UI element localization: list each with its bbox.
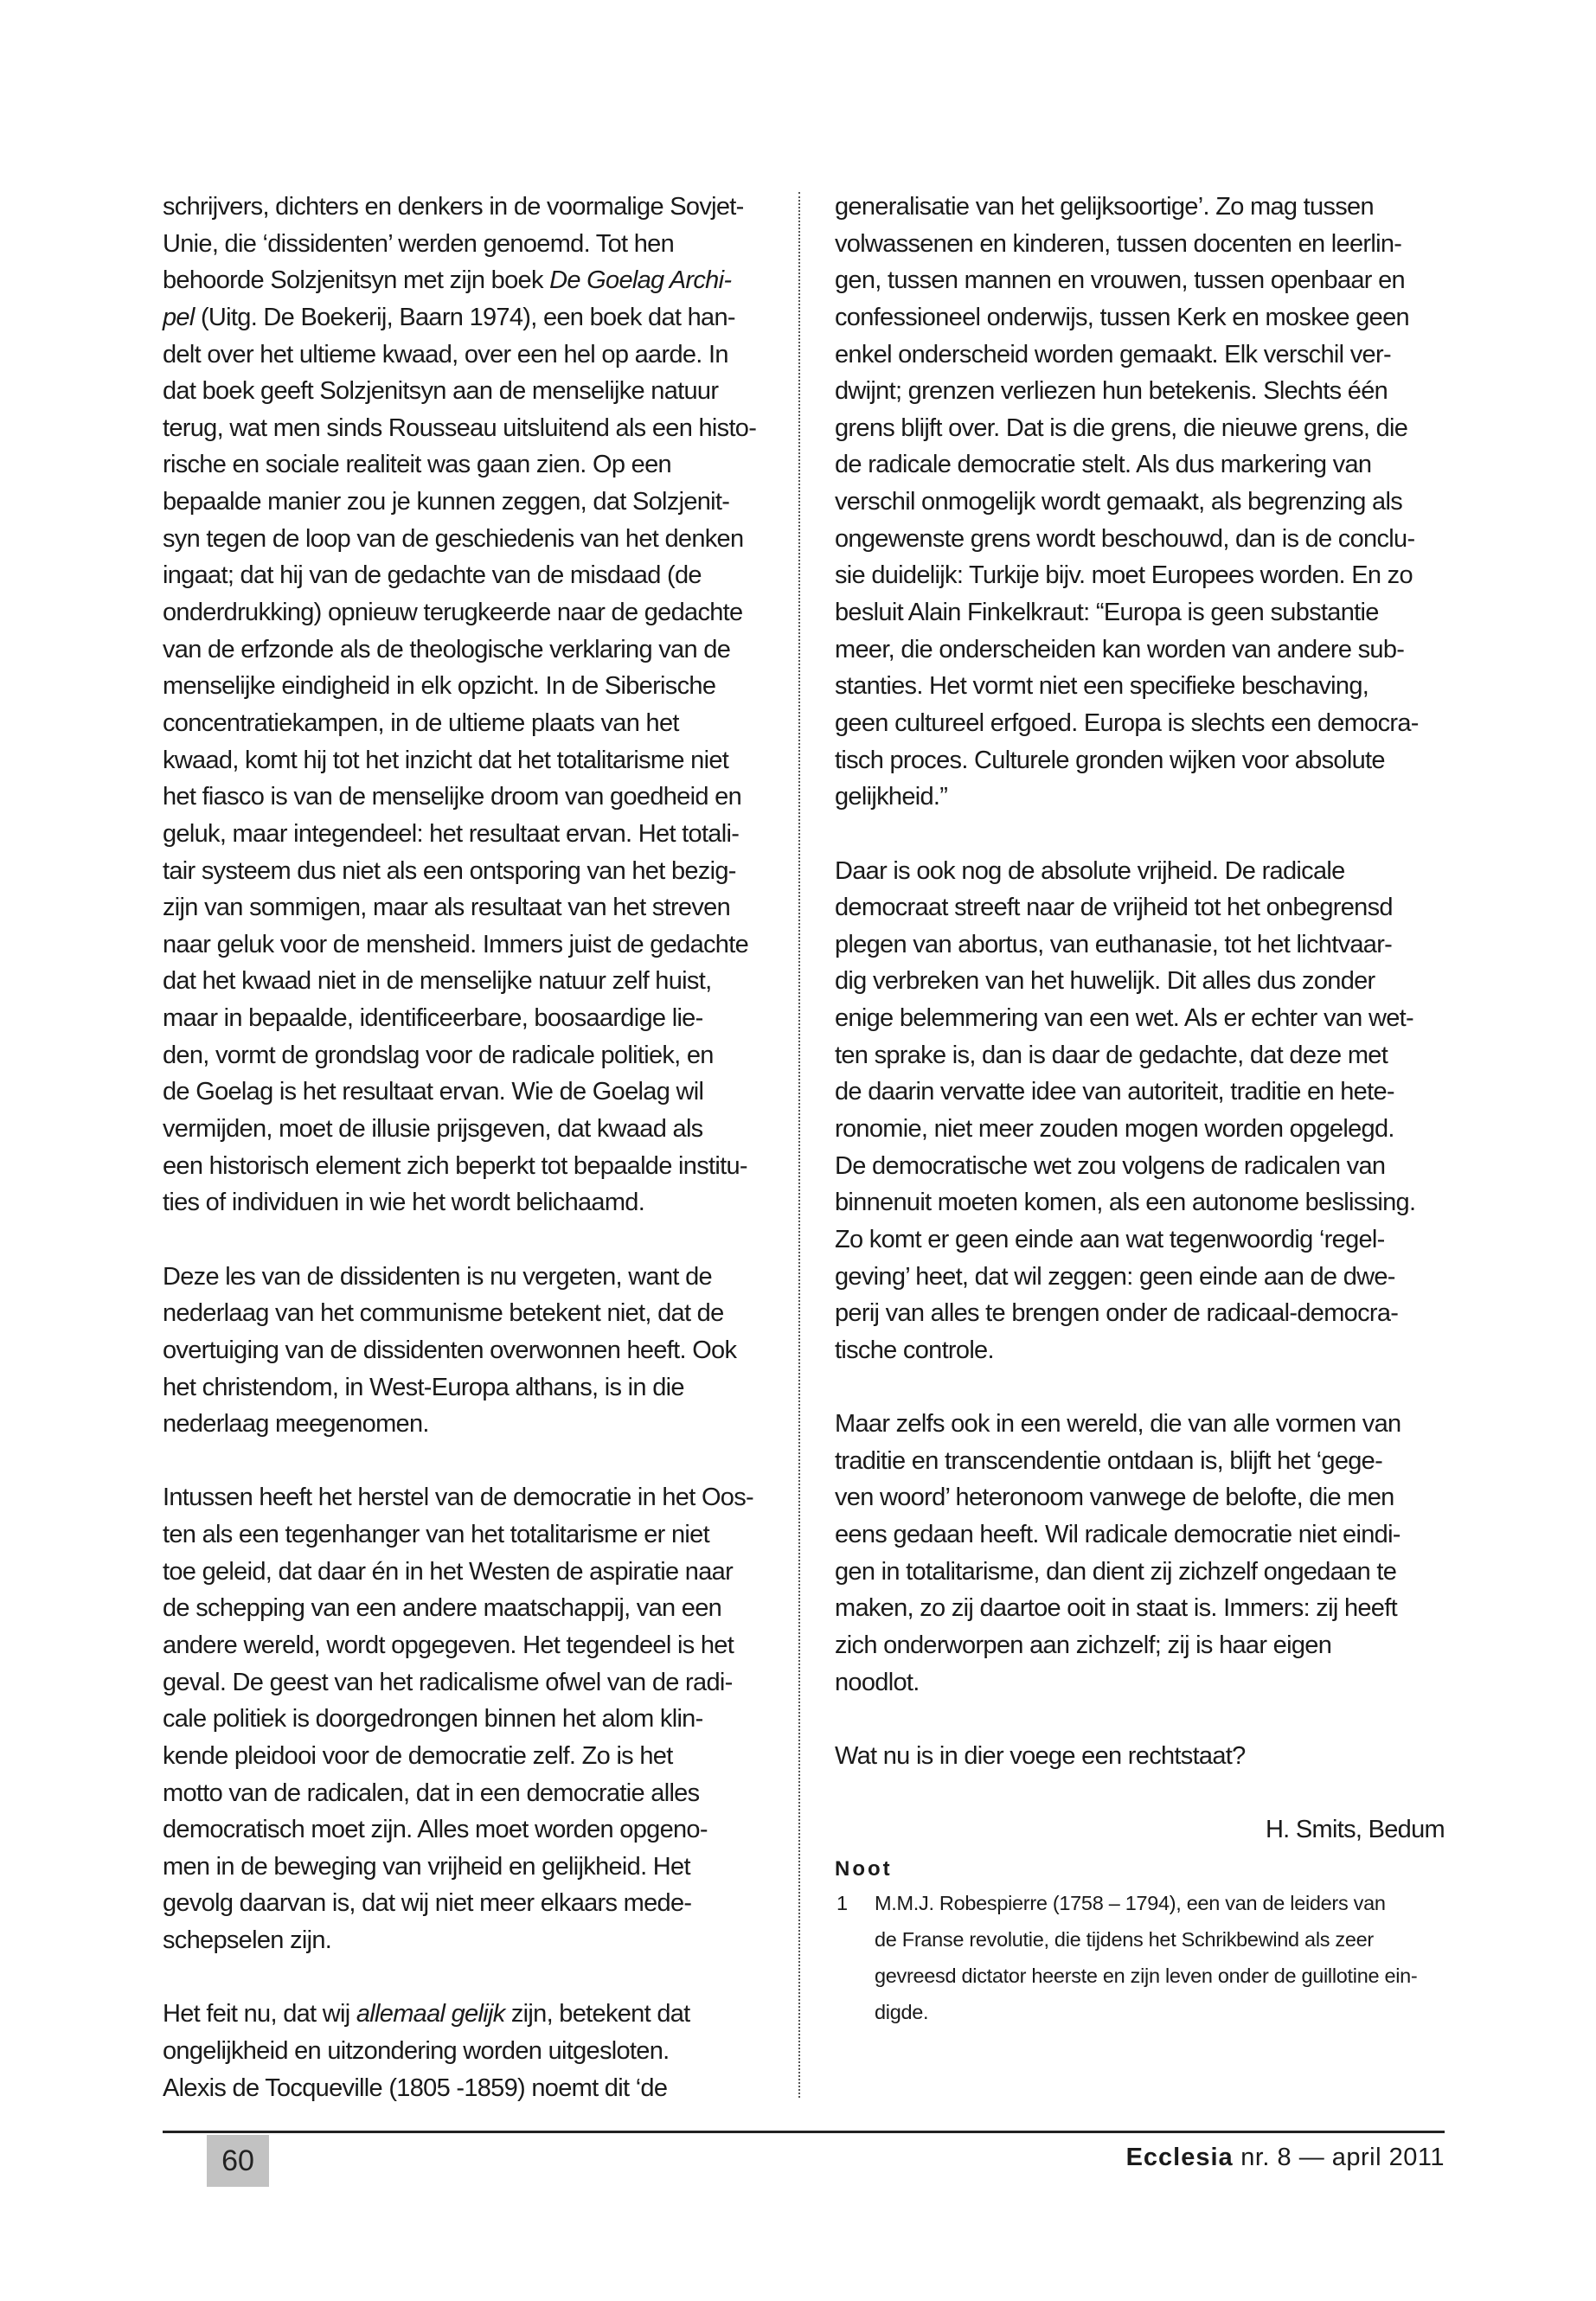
text-line: nederlaag van het communisme betekent niet, dat de bbox=[163, 1299, 724, 1328]
text-line: den, vormt de grondslag voor de radicale politiek, en bbox=[163, 1041, 714, 1069]
text-line bbox=[163, 1996, 777, 2033]
text-line: enige belemmering van een wet. Als er echter van wet- bbox=[835, 1004, 1413, 1033]
paragraph-gap bbox=[835, 816, 1449, 853]
text-line: ten als een tegenhanger van het totalitarisme er niet bbox=[163, 1521, 709, 1549]
text-line: de daarin vervatte idee van autoriteit, traditie en hete- bbox=[835, 1078, 1394, 1106]
text-line: gelijkheid.” bbox=[835, 783, 948, 811]
text-line: plegen van abortus, van euthanasie, tot het lichtvaar- bbox=[835, 930, 1393, 958]
text-line: het fiasco is van de menselijke droom van goedheid en bbox=[163, 783, 741, 811]
italic-title: pel bbox=[163, 303, 195, 331]
text-line: geluk, maar integendeel: het resultaat ervan. Het totali- bbox=[163, 819, 740, 848]
text-line: sie duidelijk: Turkije bijv. moet Europees worden. En zo bbox=[835, 561, 1413, 590]
paragraph bbox=[163, 1259, 777, 1443]
text-line: ronomie, niet meer zouden mogen worden opgelegd. bbox=[835, 1115, 1394, 1144]
text-line: gevolg daarvan is, dat wij niet meer elkaars mede- bbox=[163, 1889, 692, 1918]
text-line: dig verbreken van het huwelijk. Dit alles dus zonder bbox=[835, 967, 1375, 996]
text-line: tair systeem dus niet als een ontsporing van het bezig- bbox=[163, 856, 736, 885]
text-line: syn tegen de loop van de geschiedenis van het denken bbox=[163, 524, 744, 553]
text-line: Maar zelfs ook in een wereld, die van alle vormen van bbox=[835, 1410, 1401, 1439]
paragraph bbox=[163, 1479, 777, 1958]
text-line: traditie en transcendentie ontdaan is, blijft het ‘gege- bbox=[835, 1446, 1383, 1475]
text-line: geen cultureel erfgoed. Europa is slechts een democra- bbox=[835, 708, 1419, 737]
text-line: geving’ heet, dat wil zeggen: geen einde aan de dwe- bbox=[835, 1262, 1395, 1291]
paragraph bbox=[835, 853, 1449, 1369]
text-line: kende pleidooi voor de democratie zelf. Zo is het bbox=[163, 1741, 673, 1770]
journal-name: Ecclesia bbox=[1125, 2144, 1234, 2171]
text-line: concentratiekampen, in de ultieme plaats van het bbox=[163, 708, 679, 737]
text-line bbox=[163, 262, 777, 299]
footnote-line: M.M.J. Robespierre (1758 – 1794), een van de leiders van bbox=[875, 1892, 1386, 1915]
signature: H. Smits, Bedum bbox=[1265, 1816, 1445, 1844]
text-line: de schepping van een andere maatschappij, van een bbox=[163, 1594, 722, 1623]
text-line: confessioneel onderwijs, tussen Kerk en moskee geen bbox=[835, 303, 1409, 331]
paragraph bbox=[835, 1406, 1449, 1701]
text-line: de Goelag is het resultaat ervan. Wie de Goelag wil bbox=[163, 1078, 704, 1106]
left-column bbox=[163, 189, 777, 2106]
text-line: stanties. Het vormt niet een specifieke beschaving, bbox=[835, 672, 1369, 701]
paragraph-gap bbox=[163, 1959, 777, 1997]
text-line: dwijnt; grenzen verliezen hun betekenis. Slechts één bbox=[835, 377, 1388, 406]
footnote bbox=[835, 1885, 1449, 2030]
footer-publication bbox=[1126, 2144, 1445, 2172]
right-paragraphs bbox=[835, 189, 1449, 1775]
text-line: Zo komt er geen einde aan wat tegenwoordig ‘regel- bbox=[835, 1225, 1385, 1253]
text-line bbox=[163, 299, 777, 336]
text-line: volwassenen en kinderen, tussen docenten en leerlin- bbox=[835, 229, 1402, 258]
text-line: meer, die onderscheiden kan worden van andere sub- bbox=[835, 635, 1405, 663]
text-line: andere wereld, wordt opgegeven. Het tegendeel is het bbox=[163, 1631, 734, 1659]
text-line: binnenuit moeten komen, als een autonome beslissing. bbox=[835, 1189, 1416, 1217]
paragraph-gap bbox=[835, 1701, 1449, 1738]
text-line: noodlot. bbox=[835, 1668, 920, 1696]
text-line: ties of individuen in wie het wordt belichaamd. bbox=[163, 1189, 645, 1217]
text-line: dat het kwaad niet in de menselijke natuur zelf huist, bbox=[163, 967, 712, 996]
text-line: ten sprake is, dan is daar de gedachte, dat deze met bbox=[835, 1041, 1388, 1069]
text-line: naar geluk voor de mensheid. Immers juist de gedachte bbox=[163, 930, 749, 958]
text-line: dat boek geeft Solzjenitsyn aan de menselijke natuur bbox=[163, 377, 719, 406]
text-line: De democratische wet zou volgens de radicalen van bbox=[835, 1151, 1386, 1180]
text-line: toe geleid, dat daar én in het Westen de aspiratie naar bbox=[163, 1557, 734, 1586]
paragraph-gap bbox=[163, 1443, 777, 1480]
text-line: zijn van sommigen, maar als resultaat van het streven bbox=[163, 894, 730, 922]
page-number: 60 bbox=[207, 2135, 269, 2187]
text-segment: behoorde Solzjenitsyn met zijn boek bbox=[163, 266, 550, 295]
text-line: maar in bepaalde, identificeerbare, boosaardige lie- bbox=[163, 1004, 703, 1033]
text-line: kwaad, komt hij tot het inzicht dat het totalitarisme niet bbox=[163, 746, 729, 774]
text-line: besluit Alain Finkelkraut: “Europa is geen substantie bbox=[835, 599, 1379, 627]
text-line: generalisatie van het gelijksoortige’. Zo mag tussen bbox=[835, 193, 1374, 221]
text-line: verschil onmogelijk wordt gemaakt, als begrenzing als bbox=[835, 488, 1403, 516]
italic-title: De Goelag Archi- bbox=[549, 266, 732, 295]
text-line: bepaalde manier zou je kunnen zeggen, dat Solzjenit- bbox=[163, 488, 730, 516]
italic-title: allemaal gelijk bbox=[356, 2000, 505, 2029]
footnote-number: 1 bbox=[836, 1892, 848, 1915]
notes-title: Noot bbox=[835, 1856, 893, 1881]
text-line: geval. De geest van het radicalisme ofwel van de radi- bbox=[163, 1668, 733, 1696]
text-line: zich onderworpen aan zichzelf; zij is haar eigen bbox=[835, 1631, 1332, 1659]
footnote-line: de Franse revolutie, die tijdens het Schrikbewind als zeer bbox=[875, 1928, 1374, 1952]
issue-info: nr. 8 — april 2011 bbox=[1233, 2144, 1445, 2171]
text-line: Daar is ook nog de absolute vrijheid. De radicale bbox=[835, 856, 1345, 885]
text-line: Wat nu is in dier voege een rechtstaat? bbox=[835, 1741, 1246, 1770]
paragraph bbox=[163, 1996, 777, 2106]
text-line: overtuiging van de dissidenten overwonnen heeft. Ook bbox=[163, 1336, 737, 1364]
text-line: motto van de radicalen, dat in een democratie alles bbox=[163, 1779, 700, 1807]
text-line: nederlaag meegenomen. bbox=[163, 1410, 429, 1439]
text-line: maken, zo zij daartoe ooit in staat is. Immers: zij heeft bbox=[835, 1594, 1397, 1623]
text-segment: (Uitg. De Boekerij, Baarn 1974), een boek dat han- bbox=[194, 303, 735, 331]
notes-list bbox=[835, 1885, 1449, 2030]
paragraph bbox=[163, 189, 777, 1221]
paragraph bbox=[835, 189, 1449, 816]
text-segment: zijn, betekent dat bbox=[504, 2000, 690, 2029]
right-column bbox=[835, 189, 1449, 2030]
text-line: Intussen heeft het herstel van de democratie in het Oos- bbox=[163, 1484, 753, 1512]
text-line: grens blijft over. Dat is die grens, die nieuwe grens, die bbox=[835, 413, 1408, 442]
text-line: enkel onderscheid worden gemaakt. Elk verschil ver- bbox=[835, 340, 1391, 369]
text-segment: Het feit nu, dat wij bbox=[163, 2000, 356, 2029]
text-line: een historisch element zich beperkt tot bepaalde institu- bbox=[163, 1151, 747, 1180]
text-line: ingaat; dat hij van de gedachte van de misdaad (de bbox=[163, 561, 702, 590]
text-line: ven woord’ heteronoom vanwege de belofte, die men bbox=[835, 1484, 1394, 1512]
text-line: democraat streeft naar de vrijheid tot het onbegrensd bbox=[835, 894, 1393, 922]
text-line: cale politiek is doorgedrongen binnen het alom klin- bbox=[163, 1705, 703, 1734]
text-line: Deze les van de dissidenten is nu vergeten, want de bbox=[163, 1262, 712, 1291]
text-line: tisch proces. Culturele gronden wijken voor absolute bbox=[835, 746, 1385, 774]
text-line: delt over het ultieme kwaad, over een hel op aarde. In bbox=[163, 340, 728, 369]
column-divider bbox=[798, 192, 800, 2098]
text-line: men in de beweging van vrijheid en gelijkheid. Het bbox=[163, 1852, 690, 1881]
text-line: vermijden, moet de illusie prijsgeven, dat kwaad als bbox=[163, 1115, 703, 1144]
text-line: rische en sociale realiteit was gaan zien. Op een bbox=[163, 451, 671, 479]
text-line: het christendom, in West-Europa althans, is in die bbox=[163, 1373, 684, 1401]
footnote-line: gevreesd dictator heerste en zijn leven onder de guillotine ein- bbox=[875, 1965, 1418, 1988]
text-line: onderdrukking) opnieuw terugkeerde naar de gedachte bbox=[163, 599, 743, 627]
text-line: schrijvers, dichters en denkers in de voormalige Sovjet- bbox=[163, 193, 744, 221]
text-line: eens gedaan heeft. Wil radicale democratie niet eindi- bbox=[835, 1521, 1401, 1549]
text-line: Alexis de Tocqueville (1805 -1859) noemt dit ‘de bbox=[163, 2073, 668, 2102]
text-line: perij van alles te brengen onder de radicaal-democra- bbox=[835, 1299, 1399, 1328]
text-line: gen in totalitarisme, dan dient zij zichzelf ongedaan te bbox=[835, 1557, 1397, 1586]
paragraph-gap bbox=[163, 1221, 777, 1259]
text-line: menselijke eindigheid in elk opzicht. In de Siberische bbox=[163, 672, 716, 701]
footnote-line: digde. bbox=[875, 2001, 929, 2024]
text-line: Unie, die ‘dissidenten’ werden genoemd. Tot hen bbox=[163, 229, 675, 258]
footer-rule bbox=[163, 2131, 1445, 2133]
text-line: ongewenste grens wordt beschouwd, dan is de conclu- bbox=[835, 524, 1415, 553]
text-line: terug, wat men sinds Rousseau uitsluitend als een histo- bbox=[163, 413, 757, 442]
text-line: ongelijkheid en uitzondering worden uitgesloten. bbox=[163, 2037, 670, 2066]
paragraph-gap bbox=[835, 1369, 1449, 1407]
text-line: van de erfzonde als de theologische verklaring van de bbox=[163, 635, 731, 663]
paragraph bbox=[835, 1738, 1449, 1775]
text-line: de radicale democratie stelt. Als dus markering van bbox=[835, 451, 1372, 479]
text-line: democratisch moet zijn. Alles moet worden opgeno- bbox=[163, 1816, 708, 1844]
text-line: schepselen zijn. bbox=[163, 1926, 332, 1955]
text-line: tische controle. bbox=[835, 1336, 994, 1364]
text-line: gen, tussen mannen en vrouwen, tussen openbaar en bbox=[835, 266, 1405, 295]
